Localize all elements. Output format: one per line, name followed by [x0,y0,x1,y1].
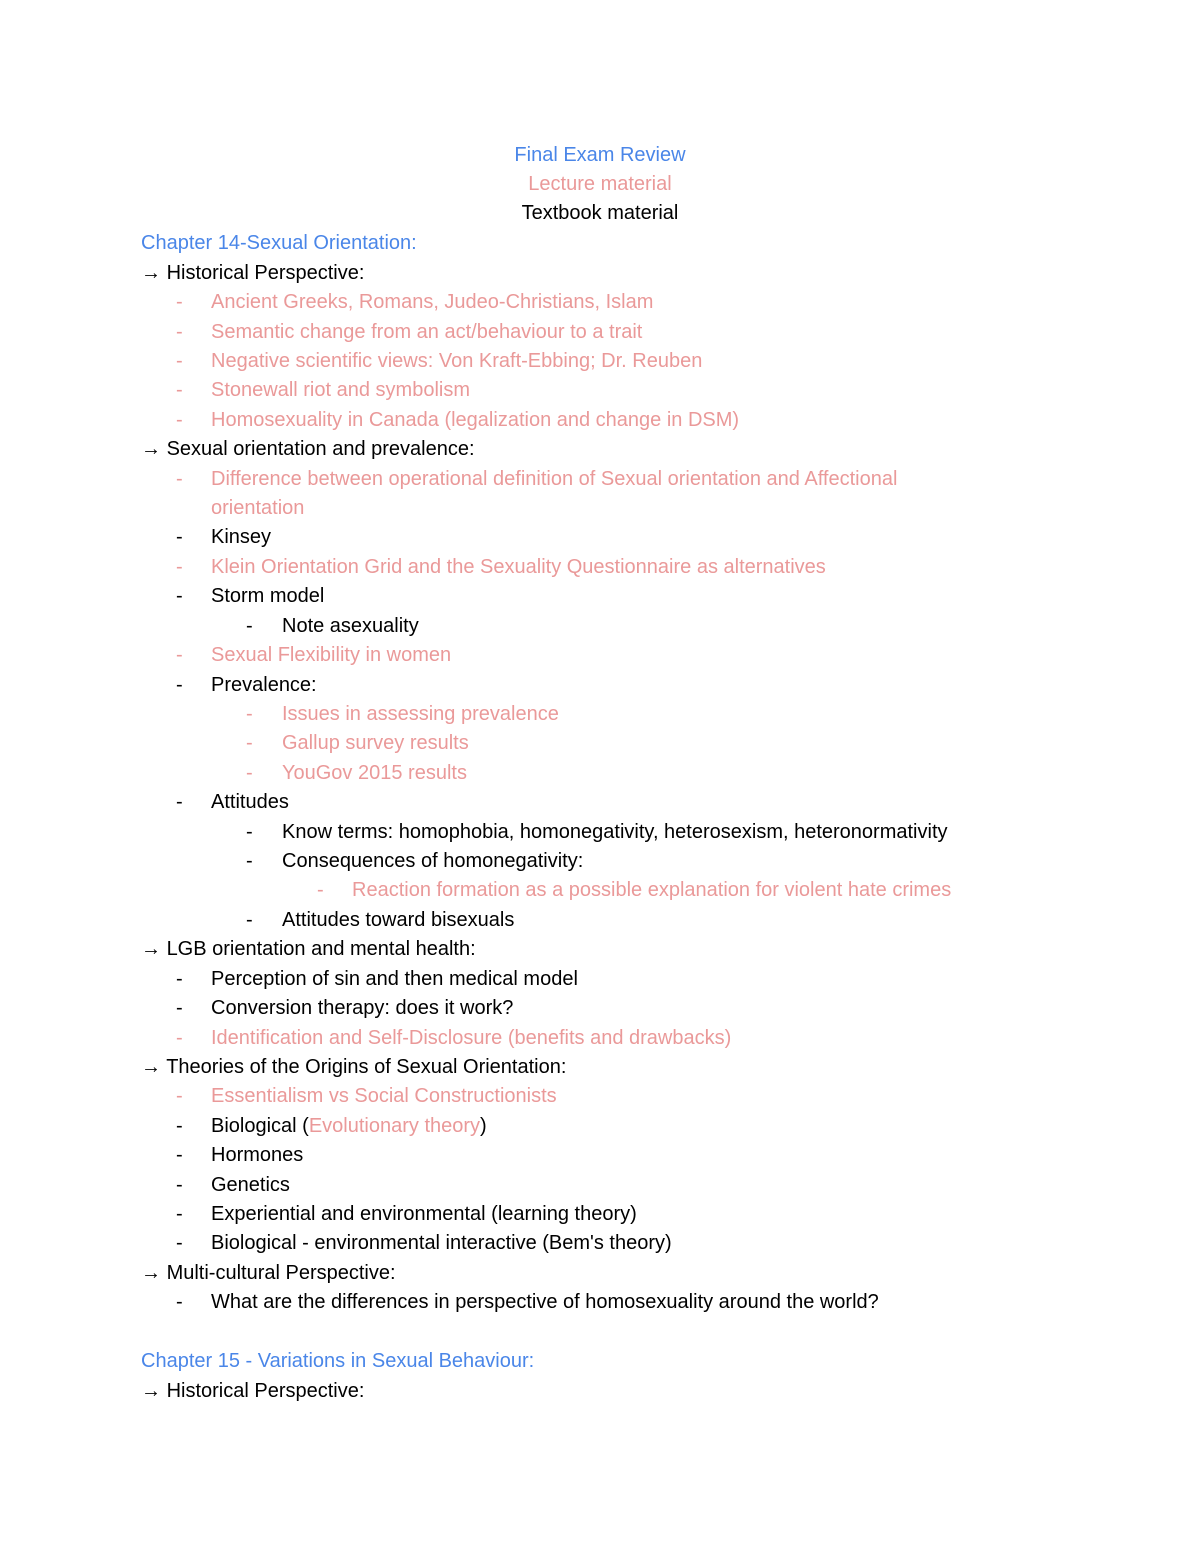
bullet-dash-icon: - [176,791,183,813]
arrow-icon: → [141,262,161,284]
section-historical-perspective [141,1379,364,1403]
bullet-dash-icon: - [246,703,253,725]
list-item: Reaction formation as a possible explanation for violent hate crimes [352,879,952,901]
bullet-dash-icon: - [176,1232,183,1254]
bullet-dash-icon: - [176,968,183,990]
list-item: Perception of sin and then medical model [211,968,578,990]
section-title: Theories of the Origins of Sexual Orientation: [166,1056,567,1078]
bullet-dash-icon: - [176,291,183,313]
list-item: Consequences of homonegativity: [282,850,584,872]
list-item: Genetics [211,1174,290,1196]
chapter-15-heading: Chapter 15 - Variations in Sexual Behaviour: [141,1350,535,1372]
section-title: Sexual orientation and prevalence: [166,438,475,460]
list-item-continuation: orientation [211,497,305,519]
bullet-dash-icon: - [176,997,183,1019]
list-item: Prevalence: [211,674,317,696]
list-item: Storm model [211,585,325,607]
list-item-text: Biological ( [211,1115,309,1137]
bullet-dash-icon: - [176,379,183,401]
list-item: Homosexuality in Canada (legalization and change in DSM) [211,409,740,431]
list-item: Attitudes toward bisexuals [282,909,515,931]
section-title: LGB orientation and mental health: [166,938,476,960]
list-item: Essentialism vs Social Constructionists [211,1085,557,1107]
section-orientation-prevalence [141,437,475,461]
list-item: What are the differences in perspective of homosexuality around the world? [211,1291,879,1313]
bullet-dash-icon: - [176,674,183,696]
list-item: Difference between operational definition of Sexual orientation and Affectional [211,468,898,490]
list-item: Semantic change from an act/behaviour to a trait [211,321,643,343]
document-title: Final Exam Review [514,144,686,166]
bullet-dash-icon: - [246,850,253,872]
list-item: Klein Orientation Grid and the Sexuality Questionnaire as alternatives [211,556,826,578]
list-item: Negative scientific views: Von Kraft-Ebbing; Dr. Reuben [211,350,703,372]
arrow-icon: → [141,438,161,460]
section-title: Historical Perspective: [166,1380,365,1402]
bullet-dash-icon: - [176,1291,183,1313]
section-title: Multi-cultural Perspective: [166,1262,396,1284]
section-lgb-mental-health [141,937,476,961]
list-item: Attitudes [211,791,289,813]
arrow-icon: → [141,938,161,960]
bullet-dash-icon: - [176,350,183,372]
list-item: Kinsey [211,526,272,548]
section-theories-origins [141,1055,566,1079]
list-item: Hormones [211,1144,304,1166]
bullet-dash-icon: - [246,909,253,931]
list-item: Issues in assessing prevalence [282,703,559,725]
arrow-icon: → [141,1262,161,1284]
arrow-icon: → [141,1056,161,1078]
list-item: Ancient Greeks, Romans, Judeo-Christians, Islam [211,291,654,313]
list-item: Know terms: homophobia, homonegativity, heterosexism, heteronormativity [282,821,948,843]
list-item: Conversion therapy: does it work? [211,997,514,1019]
bullet-dash-icon: - [176,1027,183,1049]
bullet-dash-icon: - [176,409,183,431]
bullet-dash-icon: - [176,1115,183,1137]
list-item: Sexual Flexibility in women [211,644,452,666]
bullet-dash-icon: - [176,644,183,666]
bullet-dash-icon: - [176,585,183,607]
bullet-dash-icon: - [176,556,183,578]
bullet-dash-icon: - [176,1174,183,1196]
bullet-dash-icon: - [176,1144,183,1166]
legend-textbook-material: Textbook material [521,202,679,224]
list-item: Gallup survey results [282,732,469,754]
arrow-icon: → [141,1380,161,1402]
list-item-text: ) [480,1115,487,1137]
bullet-dash-icon: - [246,762,253,784]
chapter-14-heading: Chapter 14-Sexual Orientation: [141,232,417,254]
bullet-dash-icon: - [176,1203,183,1225]
list-item: Biological - environmental interactive (Bem's theory) [211,1232,672,1254]
list-item [211,1114,487,1138]
list-item-highlight: Evolutionary theory [308,1115,481,1137]
list-item: Identification and Self-Disclosure (benefits and drawbacks) [211,1027,732,1049]
section-historical-perspective [141,261,364,285]
bullet-dash-icon: - [246,821,253,843]
section-multicultural-perspective [141,1261,396,1285]
bullet-dash-icon: - [176,526,183,548]
section-title: Historical Perspective: [166,262,365,284]
bullet-dash-icon: - [176,468,183,490]
bullet-dash-icon: - [246,615,253,637]
bullet-dash-icon: - [176,1085,183,1107]
bullet-dash-icon: - [176,321,183,343]
bullet-dash-icon: - [246,732,253,754]
list-item: Experiential and environmental (learning theory) [211,1203,637,1225]
legend-lecture-material: Lecture material [528,173,672,195]
list-item: Stonewall riot and symbolism [211,379,470,401]
bullet-dash-icon: - [317,879,324,901]
list-item: YouGov 2015 results [282,762,467,784]
list-item: Note asexuality [282,615,419,637]
